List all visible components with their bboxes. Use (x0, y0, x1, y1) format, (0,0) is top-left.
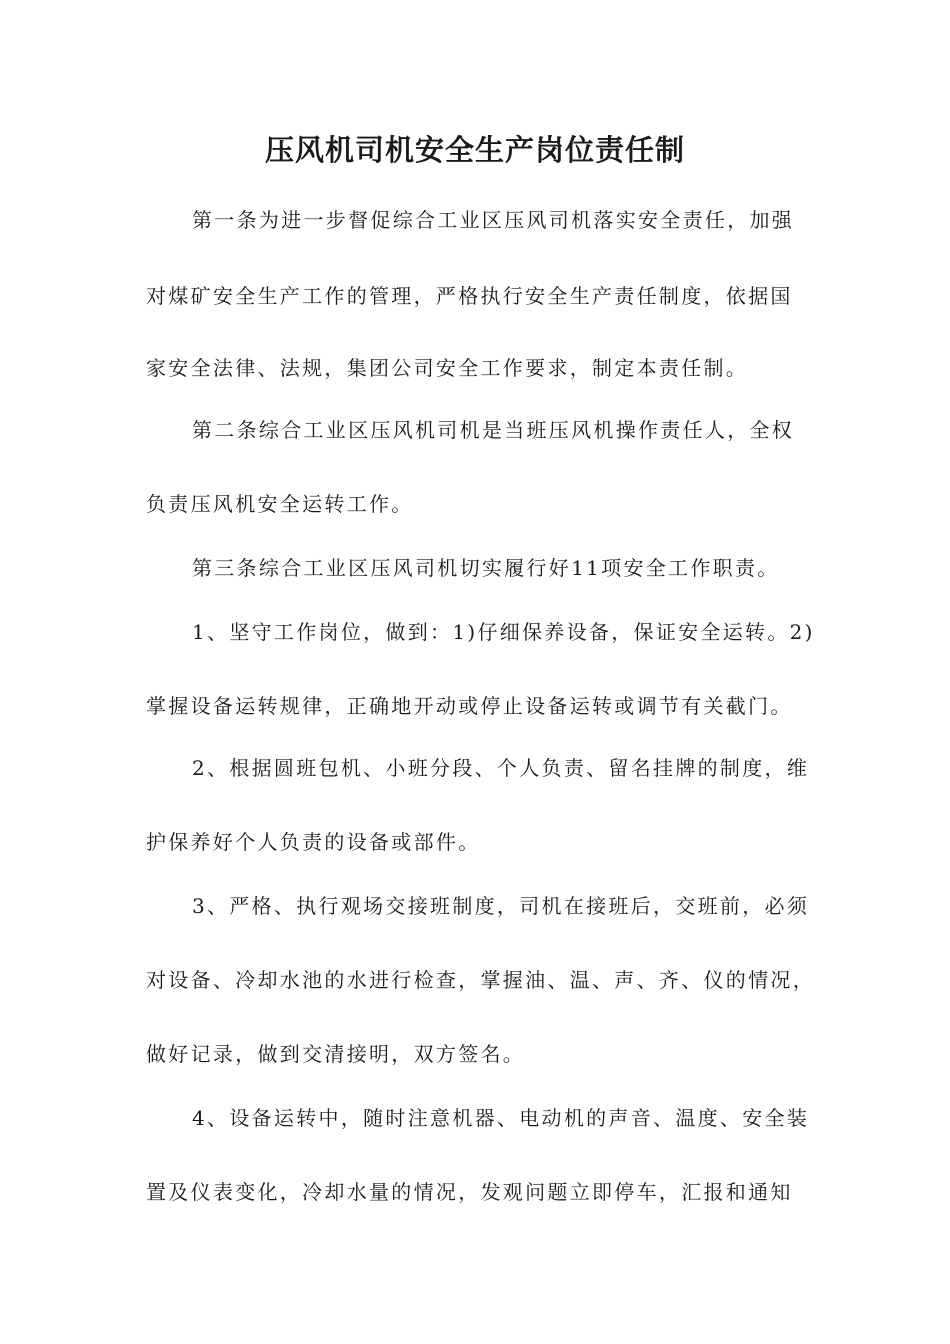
paragraph-line: 1、坚守工作岗位，做到：1)仔细保养设备，保证安全运转。2) (192, 620, 815, 644)
paragraph-line: 家安全法律、法规，集团公司安全工作要求，制定本责任制。 (146, 356, 749, 380)
paragraph-line: 4、设备运转中，随时注意机器、电动机的声音、温度、安全装 (192, 1106, 810, 1130)
paragraph-line: 负责压风机安全运转工作。 (146, 492, 414, 516)
paragraph-line: 对煤矿安全生产工作的管理，严格执行安全生产责任制度，依据国 (146, 284, 793, 308)
paragraph-line: 第一条为进一步督促综合工业区压风司机落实安全责任，加强 (192, 208, 795, 232)
paragraph-line: 置及仪表变化，冷却水量的情况，发观问题立即停车，汇报和通知 (146, 1180, 793, 1204)
paragraph-line: 2、根据圆班包机、小班分段、个人负责、留名挂牌的制度，维 (192, 756, 810, 780)
document-title: 压风机司机安全生产岗位责任制 (264, 133, 685, 167)
paragraph-line: 护保养好个人负责的设备或部件。 (146, 830, 481, 854)
paragraph-line: 3、严格、执行观场交接班制度，司机在接班后，交班前，必须 (192, 894, 810, 918)
paragraph-line: 掌握设备运转规律，正确地开动或停止设备运转或调节有关截门。 (146, 694, 793, 718)
paragraph-line: 对设备、冷却水池的水进行检查，掌握油、温、声、齐、仪的情况， (146, 968, 815, 992)
paragraph-line: 第二条综合工业区压风机司机是当班压风机操作责任人，全权 (192, 418, 795, 442)
paragraph-line: 做好记录，做到交清接明，双方签名。 (146, 1042, 526, 1066)
paragraph-line: 第三条综合工业区压风司机切实履行好11项安全工作职责。 (192, 556, 780, 580)
